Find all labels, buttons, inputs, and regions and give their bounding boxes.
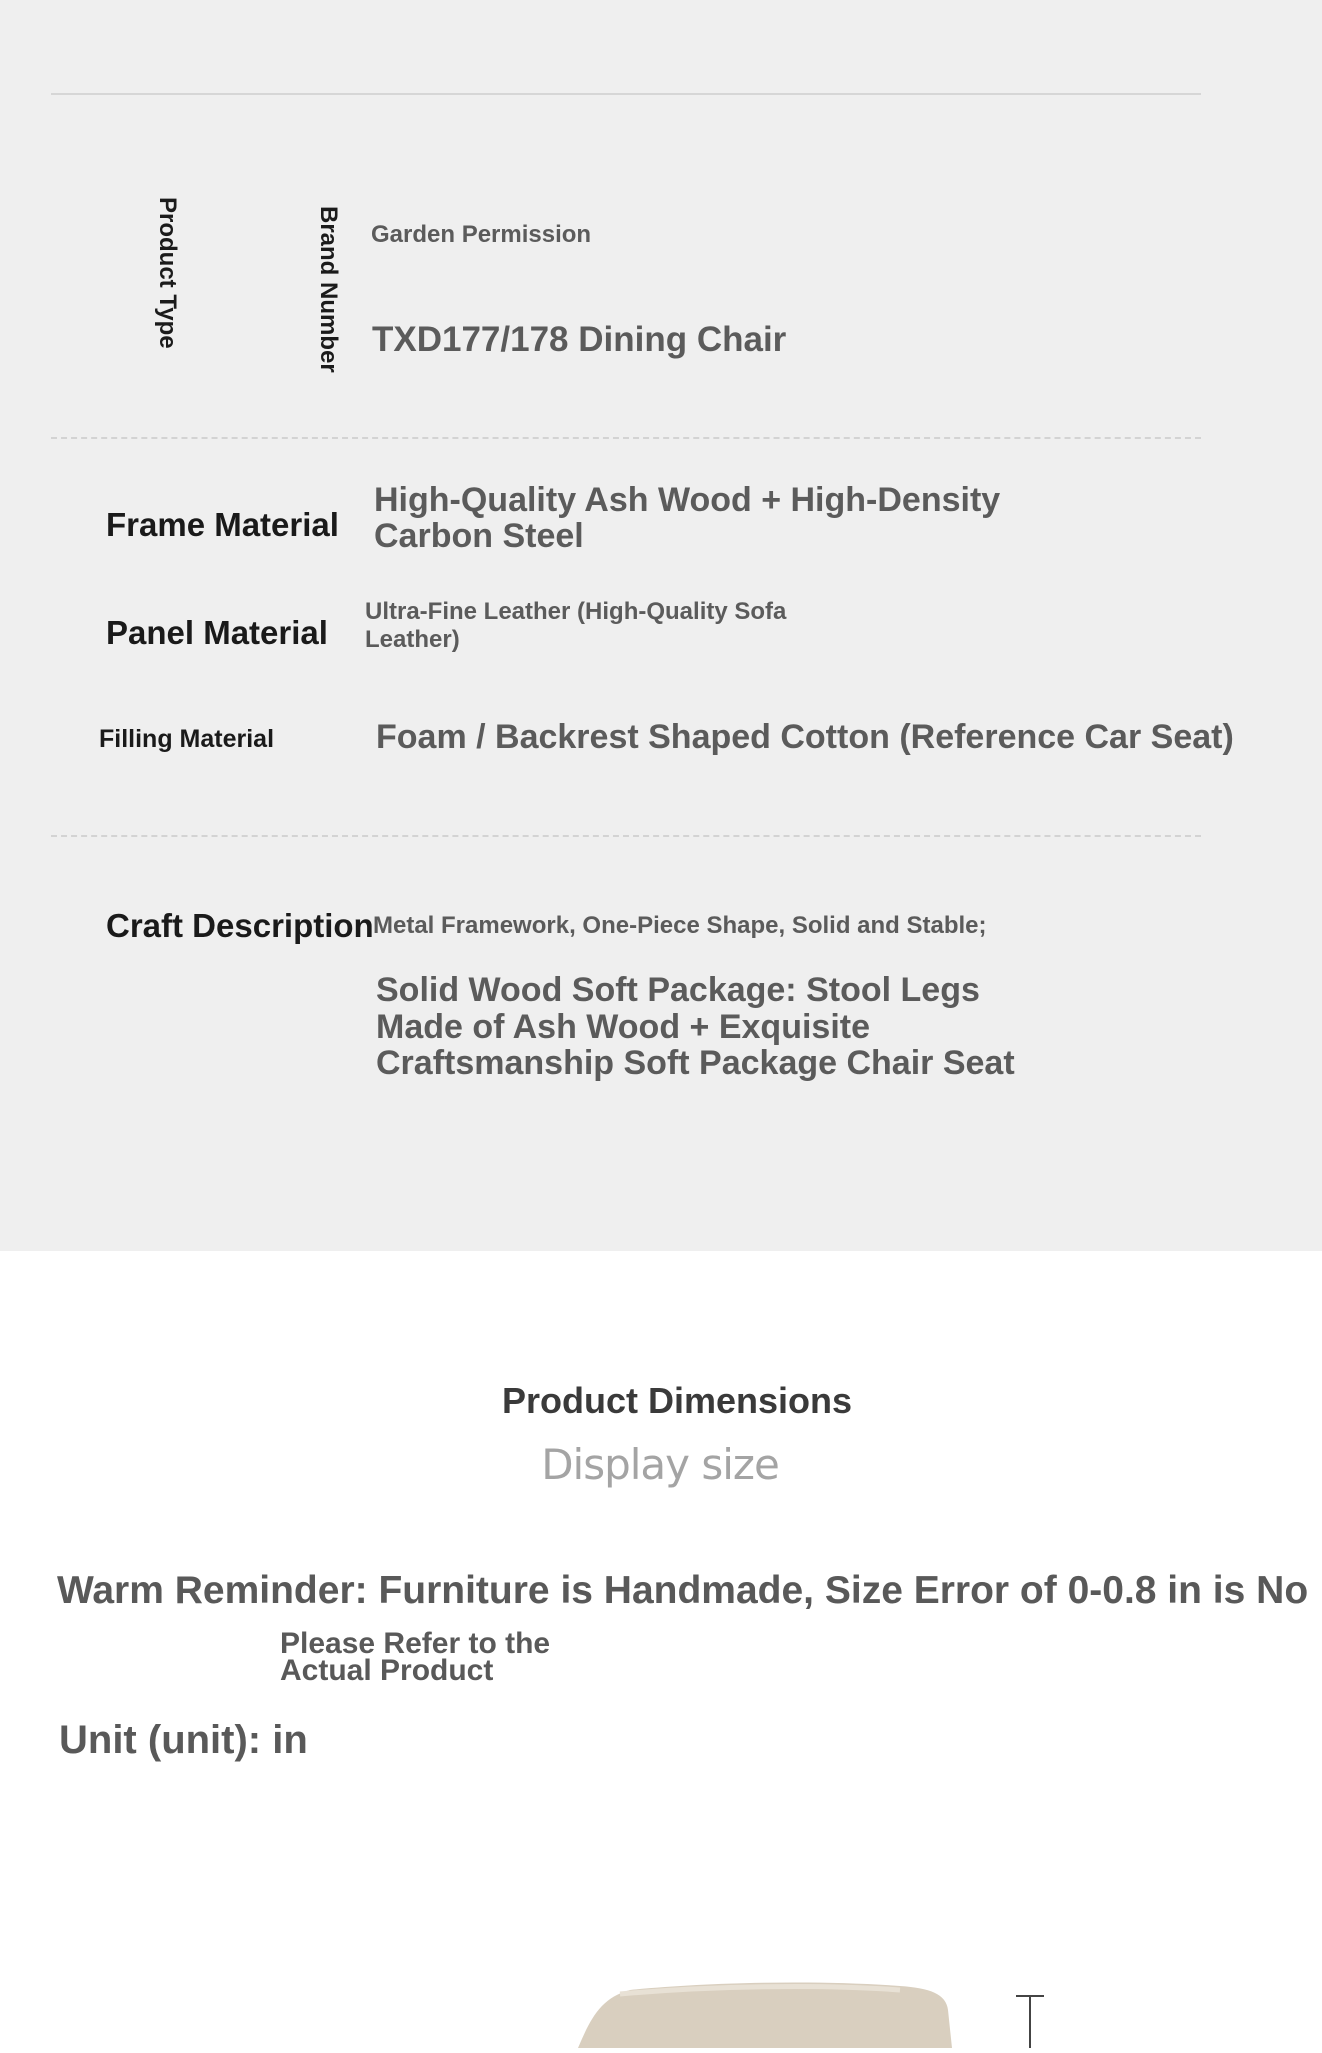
display-size-subtitle: Display size [541, 1440, 779, 1489]
warm-reminder: Warm Reminder: Furniture is Handmade, Size Error of 0-0.8 in is No [57, 1569, 1309, 1612]
filling-material-label: Filling Material [99, 725, 275, 753]
top-divider [51, 93, 1201, 95]
frame-material-value: High-Quality Ash Wood + High-Density Carbon Steel [374, 481, 1001, 556]
unit-label: Unit (unit): in [59, 1718, 308, 1762]
filling-material-value: Foam / Backrest Shaped Cotton (Reference Car Seat) [376, 718, 1234, 756]
frame-material-label: Frame Material [106, 506, 339, 543]
panel-material-label: Panel Material [106, 614, 328, 651]
craft-description-line2: Solid Wood Soft Package: Stool Legs Made of Ash Wood + Exquisite Craftsmanship Soft Package Chair Seat [376, 971, 1015, 1083]
product-type-value: Garden Permission [371, 221, 592, 248]
chair-illustration [560, 1980, 1060, 2048]
panel-material-value: Ultra-Fine Leather (High-Quality Sofa Leather) [365, 598, 787, 653]
brand-number-value: TXD177/178 Dining Chair [372, 320, 787, 359]
brand-number-label: Brand Number [315, 206, 342, 373]
craft-description-line1: Metal Framework, One-Piece Shape, Solid and Stable; [373, 912, 987, 939]
product-dimensions-title: Product Dimensions [501, 1380, 853, 1421]
craft-description-label: Craft Description [106, 907, 374, 944]
chair-image [560, 1980, 1060, 2048]
product-type-label: Product Type [154, 197, 181, 349]
divider-1 [51, 437, 1201, 439]
refer-note: Please Refer to the Actual Product [280, 1627, 551, 1687]
divider-2 [51, 835, 1201, 837]
